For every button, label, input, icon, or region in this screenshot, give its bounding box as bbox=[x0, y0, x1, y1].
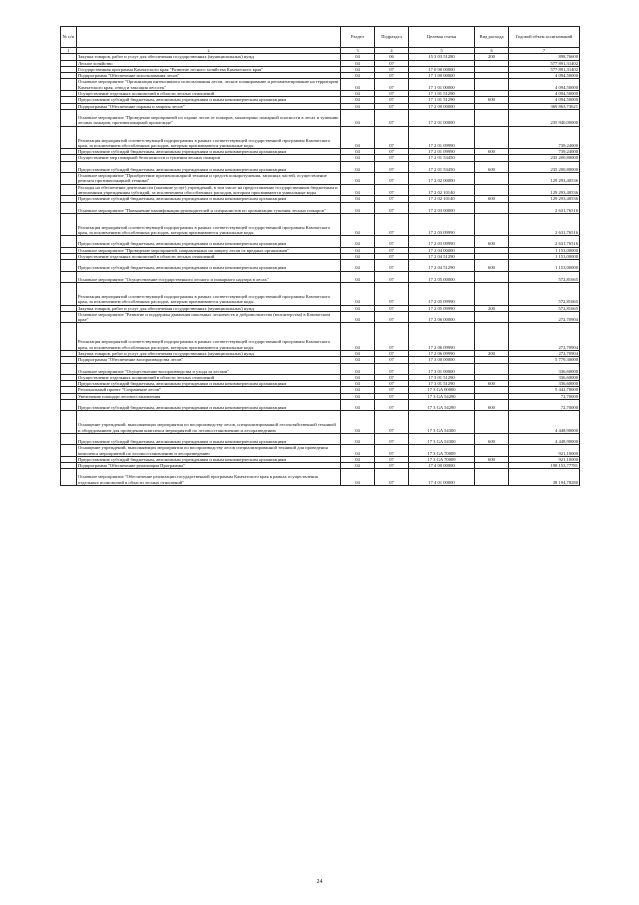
header-num: № п/п bbox=[61, 27, 77, 48]
amount-cell: 4 094,50000 bbox=[509, 73, 580, 79]
expense-cell bbox=[475, 202, 509, 213]
table-row bbox=[61, 469, 580, 486]
num-cell bbox=[61, 400, 77, 411]
expense-cell bbox=[475, 173, 509, 185]
name-cell: Предоставление субсидий бюджетным, автономным учреждениям и иным некоммерческим организациям bbox=[77, 97, 341, 103]
name-cell: Осуществление отдельных полномочий в области лесных отношений bbox=[77, 254, 341, 260]
subsection-cell: 07 bbox=[375, 161, 409, 172]
amount-cell: 38 194,78280 bbox=[509, 469, 580, 486]
target-cell: 17 2 06 09990 bbox=[409, 350, 475, 356]
name-cell: Региональный проект "Сохранение лесов" bbox=[77, 387, 341, 393]
target-cell: 17 1 01 51290 bbox=[409, 91, 475, 97]
num-cell bbox=[61, 173, 77, 185]
target-cell: 17 2 01 09990 bbox=[409, 126, 475, 149]
target-cell: 17 3 01 00000 bbox=[409, 363, 475, 374]
subsection-cell: 07 bbox=[375, 79, 409, 91]
amount-cell: 129 293,40536 bbox=[509, 196, 580, 202]
subsection-cell: 07 bbox=[375, 155, 409, 161]
expense-cell: 600 bbox=[475, 97, 509, 103]
section-cell: 04 bbox=[341, 173, 375, 185]
header-section: Раздел bbox=[341, 27, 375, 48]
subsection-cell: 07 bbox=[375, 374, 409, 380]
num-cell bbox=[61, 469, 77, 486]
subsection-cell: 07 bbox=[375, 247, 409, 253]
page-number: 24 bbox=[316, 879, 323, 885]
name-cell: Оснащение учреждений, выполняющих мероприятия по воспроизводству лесов, специализированной лесохозяйственной техникой и оборудованием для проведения комплекса мероприятий по лесовосстановлению и лесоразведению bbox=[77, 411, 341, 434]
target-cell: 17 2 04 00000 bbox=[409, 247, 475, 253]
subsection-cell: 07 bbox=[375, 400, 409, 411]
table-row bbox=[61, 271, 580, 282]
expense-cell bbox=[475, 213, 509, 236]
section-cell: 04 bbox=[341, 400, 375, 411]
section-cell: 04 bbox=[341, 381, 375, 387]
amount-cell: 4 094,50000 bbox=[509, 97, 580, 103]
name-cell: Основное мероприятие "Приобретение противопожарной техники и средств пожаротушения, запасных частей, осуществление ремонта противопожарной техники" bbox=[77, 173, 341, 185]
section-cell: 04 bbox=[341, 109, 375, 126]
expense-cell bbox=[475, 282, 509, 305]
section-cell: 04 bbox=[341, 387, 375, 393]
section-cell: 04 bbox=[341, 79, 375, 91]
amount-cell: 2 631,76516 bbox=[509, 202, 580, 213]
section-cell: 04 bbox=[341, 305, 375, 311]
amount-cell: 739,24000 bbox=[509, 126, 580, 149]
num-cell bbox=[61, 271, 77, 282]
target-cell: 17 3 GA 54290 bbox=[409, 393, 475, 399]
name-cell: Основное мероприятие "Осуществление воспроизводства и ухода за лесами" bbox=[77, 363, 341, 374]
name-cell: Реализация мероприятий соответствующей подпрограммы в рамках соответствующей государственной программы Камчатского края, за исключением обособленных расходов, которым присваиваются уникальные коды bbox=[77, 126, 341, 149]
name-cell: Предоставление субсидий бюджетным, автономным учреждениям и иным некоммерческим организациям bbox=[77, 196, 341, 202]
expense-cell bbox=[475, 323, 509, 351]
num-cell bbox=[61, 260, 77, 271]
subsection-cell: 07 bbox=[375, 463, 409, 469]
name-cell: Предоставление субсидий бюджетным, автономным учреждениям и иным некоммерческим организациям bbox=[77, 400, 341, 411]
target-cell: 17 2 03 00000 bbox=[409, 202, 475, 213]
subsection-cell: 07 bbox=[375, 97, 409, 103]
section-cell: 04 bbox=[341, 247, 375, 253]
expense-cell: 600 bbox=[475, 456, 509, 462]
section-cell: 04 bbox=[341, 363, 375, 374]
expense-cell: 600 bbox=[475, 400, 509, 411]
expense-cell bbox=[475, 411, 509, 434]
header-subsection: Подраздел bbox=[375, 27, 409, 48]
expense-cell bbox=[475, 445, 509, 457]
section-cell: 04 bbox=[341, 374, 375, 380]
name-cell: Предоставление субсидий бюджетным, автономным учреждениям и иным некоммерческим организациям bbox=[77, 433, 341, 444]
target-cell: 17 2 03 09990 bbox=[409, 213, 475, 236]
amount-cell: 572,81665 bbox=[509, 271, 580, 282]
table-header-row bbox=[61, 27, 580, 48]
amount-cell: 129 293,40536 bbox=[509, 184, 580, 196]
target-cell: 17 4 00 00000 bbox=[409, 463, 475, 469]
name-cell: Предоставление субсидий бюджетным, автономным учреждениям и иным некоммерческим организациям bbox=[77, 236, 341, 247]
target-cell: 17 4 01 00000 bbox=[409, 469, 475, 486]
expense-cell bbox=[475, 271, 509, 282]
section-cell: 04 bbox=[341, 97, 375, 103]
name-cell: Реализация мероприятий соответствующей подпрограммы в рамках соответствующей государственной программы Камчатского края, за исключением обособленных расходов, которым присваиваются уникальные коды bbox=[77, 213, 341, 236]
subsection-cell: 07 bbox=[375, 323, 409, 351]
section-cell: 04 bbox=[341, 469, 375, 486]
section-cell: 04 bbox=[341, 202, 375, 213]
subsection-cell: 07 bbox=[375, 469, 409, 486]
column-number: 2 bbox=[77, 48, 341, 54]
amount-cell: 235 200,80000 bbox=[509, 155, 580, 161]
subsection-cell: 07 bbox=[375, 60, 409, 66]
amount-cell: 572,81665 bbox=[509, 305, 580, 311]
column-number: 6 bbox=[475, 48, 509, 54]
target-cell: 17 2 05 00000 bbox=[409, 271, 475, 282]
section-cell: 04 bbox=[341, 103, 375, 109]
section-cell: 04 bbox=[341, 393, 375, 399]
section-cell: 04 bbox=[341, 445, 375, 457]
subsection-cell: 07 bbox=[375, 173, 409, 185]
subsection-cell: 07 bbox=[375, 387, 409, 393]
header-name bbox=[77, 27, 341, 48]
subsection-cell: 07 bbox=[375, 282, 409, 305]
subsection-cell: 06 bbox=[375, 54, 409, 60]
amount-cell: 72,70000 bbox=[509, 393, 580, 399]
section-cell: 04 bbox=[341, 91, 375, 97]
target-cell: 17 2 06 09990 bbox=[409, 323, 475, 351]
target-cell: 17 3 GA 54290 bbox=[409, 400, 475, 411]
expense-cell: 200 bbox=[475, 305, 509, 311]
section-cell: 04 bbox=[341, 155, 375, 161]
num-cell bbox=[61, 202, 77, 213]
amount-cell: 4 094,50000 bbox=[509, 91, 580, 97]
expense-cell: 600 bbox=[475, 433, 509, 444]
subsection-cell: 07 bbox=[375, 411, 409, 434]
section-cell: 04 bbox=[341, 411, 375, 434]
target-cell: 17 3 01 51290 bbox=[409, 374, 475, 380]
name-cell: Подпрограмма "Обеспечение реализации Программы" bbox=[77, 463, 341, 469]
name-cell: Государственная программа Камчатского края "Развитие лесного хозяйства Камчатского края" bbox=[77, 66, 341, 72]
section-cell: 04 bbox=[341, 271, 375, 282]
num-cell bbox=[61, 323, 77, 351]
section-cell: 04 bbox=[341, 213, 375, 236]
target-cell: 17 3 GA 70009 bbox=[409, 445, 475, 457]
num-cell bbox=[61, 282, 77, 305]
subsection-cell: 07 bbox=[375, 91, 409, 97]
table-row bbox=[61, 173, 580, 185]
target-cell: 17 1 01 00000 bbox=[409, 79, 475, 91]
num-cell bbox=[61, 363, 77, 374]
subsection-cell: 07 bbox=[375, 184, 409, 196]
target-cell: 17 2 01 00000 bbox=[409, 109, 475, 126]
subsection-cell: 07 bbox=[375, 357, 409, 363]
amount-cell: 577 891,31402 bbox=[509, 60, 580, 66]
target-cell: 17 1 00 00000 bbox=[409, 73, 475, 79]
expense-cell: 200 bbox=[475, 54, 509, 60]
header-target: Целевая статья bbox=[409, 27, 475, 48]
num-cell bbox=[61, 79, 77, 91]
name-cell: Основное мероприятие "Обеспечение реализации государственной программы Камчатского края в рамках осуществления отдельных полномочий в области лесных отношений" bbox=[77, 469, 341, 486]
name-cell: Оснащение учреждений, выполняющих мероприятия по воспроизводству лесов специализированной техникой для проведения комплекса мероприятий по лесовосстановлению и лесоразведению bbox=[77, 445, 341, 457]
name-cell: Основное мероприятие "Осуществление государственного лесного и пожарного надзора в лесах" bbox=[77, 271, 341, 282]
name-cell: Подпрограмма "Обеспечение охраны и защиты лесов" bbox=[77, 103, 341, 109]
amount-cell: 4 448,90000 bbox=[509, 433, 580, 444]
section-cell: 04 bbox=[341, 456, 375, 462]
subsection-cell: 07 bbox=[375, 305, 409, 311]
table-row bbox=[61, 236, 580, 247]
name-cell: Предоставление субсидий бюджетным, автономным учреждениям и иным некоммерческим организациям bbox=[77, 260, 341, 271]
expense-cell bbox=[475, 109, 509, 126]
amount-cell: 572,81665 bbox=[509, 282, 580, 305]
target-cell: 17 0 00 00000 bbox=[409, 66, 475, 72]
target-cell: 17 2 04 51290 bbox=[409, 254, 475, 260]
name-cell: Основное мероприятие "Развитие и поддержка движения школьных лесничеств и добровольчества (волонтерства) в Камчатском крае" bbox=[77, 311, 341, 323]
amount-cell: 739,24000 bbox=[509, 149, 580, 155]
subsection-cell: 07 bbox=[375, 202, 409, 213]
column-number: 1 bbox=[61, 48, 77, 54]
expense-cell: 600 bbox=[475, 161, 509, 172]
amount-cell: 369 863,73621 bbox=[509, 103, 580, 109]
target-cell: 17 2 01 09990 bbox=[409, 149, 475, 155]
subsection-cell: 07 bbox=[375, 445, 409, 457]
name-cell: Лесное хозяйство bbox=[77, 60, 341, 66]
table-row bbox=[61, 109, 580, 126]
table-row bbox=[61, 323, 580, 351]
name-cell: Закупка товаров, работ и услуг для обеспечения государственных (муниципальных) нужд bbox=[77, 305, 341, 311]
subsection-cell: 07 bbox=[375, 213, 409, 236]
table-row bbox=[61, 213, 580, 236]
name-cell: Расходы на обеспечение деятельности (оказание услуг) учреждений, в том числе на предоставление государственным бюджетным и автономным учреждениям субсидий, за исключением обособленных расходов, которым присваиваются уникальные коды bbox=[77, 184, 341, 196]
expense-cell bbox=[475, 311, 509, 323]
table-row bbox=[61, 282, 580, 305]
subsection-cell: 07 bbox=[375, 103, 409, 109]
subsection-cell: 07 bbox=[375, 66, 409, 72]
budget-table-body bbox=[61, 54, 580, 486]
target-cell: 17 2 05 09990 bbox=[409, 305, 475, 311]
name-cell: Предоставление субсидий бюджетным, автономным учреждениям и иным некоммерческим организациям bbox=[77, 161, 341, 172]
section-cell: 04 bbox=[341, 254, 375, 260]
name-cell: Основное мероприятие "Проведение мероприятий по охране лесов от пожаров, мониторинг пожарной опасности в лесах и тушению лесных пожаров, противопожарной пропаганде" bbox=[77, 109, 341, 126]
amount-cell: 2 631,76516 bbox=[509, 236, 580, 247]
section-cell: 04 bbox=[341, 161, 375, 172]
column-number: 7 bbox=[509, 48, 580, 54]
section-cell: 04 bbox=[341, 260, 375, 271]
target-cell: 17 2 03 09990 bbox=[409, 236, 475, 247]
amount-cell: 4 094,50000 bbox=[509, 79, 580, 91]
subsection-cell: 07 bbox=[375, 393, 409, 399]
name-cell: Основное мероприятие "Проведение мероприятий, направленных на защиту лесов от вредных организмов" bbox=[77, 247, 341, 253]
amount-cell: 898,76600 bbox=[509, 54, 580, 60]
header-amount: Годовой объем ассигнований bbox=[509, 27, 580, 48]
subsection-cell: 07 bbox=[375, 254, 409, 260]
expense-cell bbox=[475, 469, 509, 486]
subsection-cell: 07 bbox=[375, 236, 409, 247]
amount-cell: 5 442,70000 bbox=[509, 387, 580, 393]
section-cell: 04 bbox=[341, 196, 375, 202]
subsection-cell: 07 bbox=[375, 350, 409, 356]
expense-cell: 600 bbox=[475, 381, 509, 387]
target-cell: 17 3 GA 54300 bbox=[409, 411, 475, 434]
amount-cell: 336,60000 bbox=[509, 381, 580, 387]
name-cell: Реализация мероприятий соответствующей подпрограммы в рамках соответствующей государственной программы Камчатского края, за исключением обособленных расходов, которым присваиваются уникальные коды bbox=[77, 282, 341, 305]
table-row bbox=[61, 202, 580, 213]
budget-table bbox=[60, 26, 580, 486]
column-number: 4 bbox=[375, 48, 409, 54]
name-cell: Осуществление отдельных полномочий в области лесных отношений bbox=[77, 91, 341, 97]
amount-cell: 921,10000 bbox=[509, 456, 580, 462]
section-cell: 04 bbox=[341, 54, 375, 60]
name-cell: Осуществление отдельных полномочий в области лесных отношений bbox=[77, 374, 341, 380]
expense-cell: 600 bbox=[475, 149, 509, 155]
amount-cell: 272,70904 bbox=[509, 350, 580, 356]
num-cell bbox=[61, 311, 77, 323]
expense-cell: 600 bbox=[475, 236, 509, 247]
amount-cell: 577 891,31402 bbox=[509, 66, 580, 72]
amount-cell: 129 293,40536 bbox=[509, 173, 580, 185]
num-cell bbox=[61, 433, 77, 444]
subsection-cell: 07 bbox=[375, 126, 409, 149]
name-cell: Закупка товаров, работ и услуг для обеспечения государственных (муниципальных) нужд bbox=[77, 350, 341, 356]
num-cell bbox=[61, 236, 77, 247]
target-cell: 17 3 00 00000 bbox=[409, 357, 475, 363]
name-cell: Предоставление субсидий бюджетным, автономным учреждениям и иным некоммерческим организациям bbox=[77, 381, 341, 387]
amount-cell: 2 631,76516 bbox=[509, 213, 580, 236]
target-cell: 17 2 02 10140 bbox=[409, 196, 475, 202]
target-cell: 17 2 01 53450 bbox=[409, 161, 475, 172]
table-row bbox=[61, 161, 580, 172]
target-cell: 17 2 00 00000 bbox=[409, 103, 475, 109]
amount-cell: 1 153,00000 bbox=[509, 254, 580, 260]
name-cell: Предоставление субсидий бюджетным, автономным учреждениям и иным некоммерческим организациям bbox=[77, 456, 341, 462]
header-expense: Вид расхода bbox=[475, 27, 509, 48]
expense-cell bbox=[475, 79, 509, 91]
subsection-cell: 07 bbox=[375, 109, 409, 126]
name-cell: Реализация мероприятий соответствующей подпрограммы в рамках соответствующей государственной программы Камчатского края, за исключением обособленных расходов, которым присваиваются уникальные коды bbox=[77, 323, 341, 351]
amount-cell: 198 153,77781 bbox=[509, 463, 580, 469]
section-cell: 04 bbox=[341, 323, 375, 351]
amount-cell: 72,70000 bbox=[509, 400, 580, 411]
target-cell: 17 2 06 00000 bbox=[409, 311, 475, 323]
target-cell: 17 2 02 10140 bbox=[409, 184, 475, 196]
expense-cell: 600 bbox=[475, 196, 509, 202]
name-cell: Закупка товаров, работ и услуг для обеспечения государственных (муниципальных) нужд bbox=[77, 54, 341, 60]
expense-cell bbox=[475, 126, 509, 149]
target-cell: 17 2 04 51290 bbox=[409, 260, 475, 271]
section-cell: 04 bbox=[341, 282, 375, 305]
table-row bbox=[61, 400, 580, 411]
amount-cell: 4 448,90000 bbox=[509, 411, 580, 434]
table-row bbox=[61, 311, 580, 323]
subsection-cell: 07 bbox=[375, 363, 409, 374]
section-cell: 04 bbox=[341, 236, 375, 247]
section-cell: 04 bbox=[341, 184, 375, 196]
column-number: 5 bbox=[409, 48, 475, 54]
name-cell: Основное мероприятие "Повышение квалификации руководителей и специалистов по организации тушения лесных пожаров" bbox=[77, 202, 341, 213]
expense-cell bbox=[475, 184, 509, 196]
num-cell bbox=[61, 411, 77, 434]
expense-cell bbox=[475, 363, 509, 374]
subsection-cell: 07 bbox=[375, 149, 409, 155]
target-cell: 17 2 01 53450 bbox=[409, 155, 475, 161]
subsection-cell: 07 bbox=[375, 311, 409, 323]
amount-cell: 1 153,00000 bbox=[509, 247, 580, 253]
num-cell bbox=[61, 126, 77, 149]
num-cell bbox=[61, 184, 77, 196]
target-cell: 17 2 05 09990 bbox=[409, 282, 475, 305]
num-cell bbox=[61, 445, 77, 457]
section-cell: 04 bbox=[341, 149, 375, 155]
table-row bbox=[61, 363, 580, 374]
table-row bbox=[61, 79, 580, 91]
target-cell: 17 3 GA 00000 bbox=[409, 387, 475, 393]
num-cell bbox=[61, 213, 77, 236]
target-cell: 15 3 03 51280 bbox=[409, 54, 475, 60]
subsection-cell: 07 bbox=[375, 196, 409, 202]
target-cell: 17 1 01 51290 bbox=[409, 97, 475, 103]
section-cell: 04 bbox=[341, 66, 375, 72]
amount-cell: 235 940,00000 bbox=[509, 109, 580, 126]
table-row bbox=[61, 445, 580, 457]
num-cell bbox=[61, 161, 77, 172]
section-cell: 04 bbox=[341, 350, 375, 356]
target-cell: 17 2 02 00000 bbox=[409, 173, 475, 185]
table-row bbox=[61, 260, 580, 271]
section-cell: 04 bbox=[341, 73, 375, 79]
num-cell bbox=[61, 109, 77, 126]
target-cell: 17 3 GA 54300 bbox=[409, 433, 475, 444]
section-cell: 04 bbox=[341, 126, 375, 149]
section-cell: 04 bbox=[341, 433, 375, 444]
subsection-cell: 07 bbox=[375, 456, 409, 462]
name-cell: Осуществление мер пожарной безопасности и тушения лесных пожаров bbox=[77, 155, 341, 161]
subsection-cell: 07 bbox=[375, 260, 409, 271]
target-cell: 17 3 GA 70009 bbox=[409, 456, 475, 462]
name-cell: Предоставление субсидий бюджетным, автономным учреждениям и иным некоммерческим организациям bbox=[77, 149, 341, 155]
amount-cell: 235 200,80000 bbox=[509, 161, 580, 172]
target-cell: 17 3 01 51290 bbox=[409, 381, 475, 387]
table-row bbox=[61, 433, 580, 444]
amount-cell: 5 779,30000 bbox=[509, 357, 580, 363]
expense-cell: 200 bbox=[475, 350, 509, 356]
name-cell: Подпрограмма "Обеспечение воспроизводства лесов" bbox=[77, 357, 341, 363]
subsection-cell: 07 bbox=[375, 433, 409, 444]
section-cell: 04 bbox=[341, 311, 375, 323]
name-cell: Основное мероприятие "Организация интенсивного использования лесов, лесное планирование и регламентирование на территории Камчатского края, отвод и таксация лесосек" bbox=[77, 79, 341, 91]
section-cell: 04 bbox=[341, 357, 375, 363]
amount-cell: 272,70904 bbox=[509, 323, 580, 351]
table-row bbox=[61, 184, 580, 196]
amount-cell: 336,60000 bbox=[509, 363, 580, 374]
table-row bbox=[61, 411, 580, 434]
subsection-cell: 07 bbox=[375, 381, 409, 387]
expense-cell: 600 bbox=[475, 260, 509, 271]
name-cell: Увеличение площади лесовосстановления bbox=[77, 393, 341, 399]
column-number: 3 bbox=[341, 48, 375, 54]
name-cell: Подпрограмма "Обеспечение использования лесов" bbox=[77, 73, 341, 79]
subsection-cell: 07 bbox=[375, 271, 409, 282]
table-row bbox=[61, 126, 580, 149]
budget-sheet bbox=[60, 26, 579, 486]
amount-cell: 272,70904 bbox=[509, 311, 580, 323]
section-cell: 04 bbox=[341, 60, 375, 66]
amount-cell: 1 153,00000 bbox=[509, 260, 580, 271]
section-cell: 04 bbox=[341, 463, 375, 469]
amount-cell: 921,10000 bbox=[509, 445, 580, 457]
amount-cell: 336,60000 bbox=[509, 374, 580, 380]
subsection-cell: 07 bbox=[375, 73, 409, 79]
